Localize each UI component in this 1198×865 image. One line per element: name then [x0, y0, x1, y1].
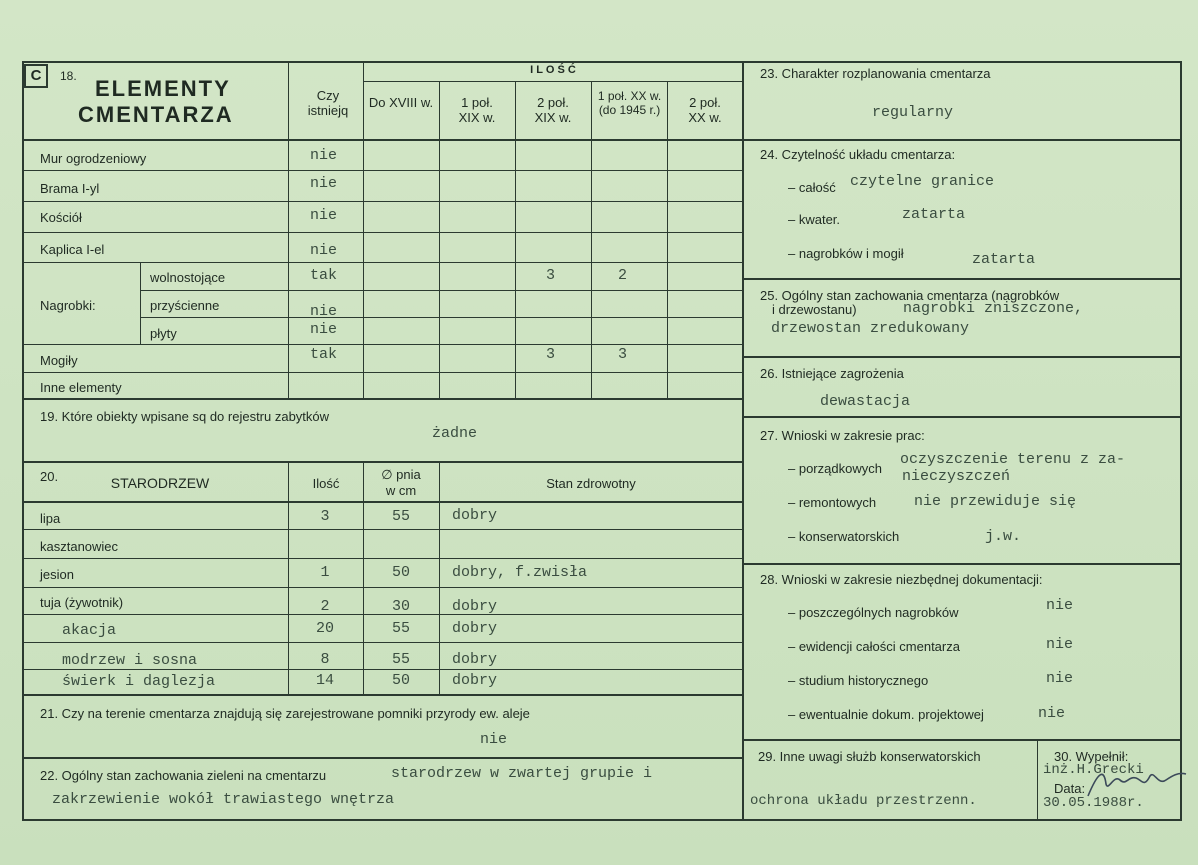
period-header: Do XVIII w.	[368, 95, 434, 110]
field-value: nie	[1046, 636, 1074, 653]
grid	[22, 262, 743, 263]
row-label: Mur ogrodzeniowy	[40, 151, 147, 166]
grid	[363, 61, 364, 399]
tree-name: tuja (żywotnik)	[40, 595, 124, 610]
section-title: CMENTARZA	[78, 102, 234, 127]
tree-diameter: 50	[391, 672, 410, 689]
section-number: 18.	[60, 69, 77, 83]
grid	[22, 501, 743, 503]
grid	[742, 356, 1182, 358]
section-title: STARODRZEW	[110, 475, 210, 491]
grid	[288, 461, 289, 695]
sub-label: – porządkowych	[788, 461, 882, 476]
grid	[22, 139, 743, 141]
field-label: 25. Ogólny stan zachowania cmentarza (nagrobków	[760, 288, 1060, 303]
grid	[363, 461, 364, 695]
grid	[1037, 739, 1038, 821]
period-header: 2 poł. XX w.	[688, 95, 722, 125]
field-label: 26. Istniejące zagrożenia	[760, 366, 904, 381]
field-label: 28. Wnioski w zakresie niezbędnej dokumentacji:	[760, 572, 1043, 587]
row-label: płyty	[150, 326, 177, 341]
tree-name: akacja	[62, 622, 117, 639]
cell-value: nie	[310, 303, 338, 320]
grid	[742, 563, 1182, 565]
field-value: ochrona układu przestrzenn.	[750, 793, 977, 809]
group-label: Nagrobki:	[40, 298, 96, 313]
row-label: Inne elementy	[40, 380, 122, 395]
field-label: 21. Czy na terenie cmentarza znajdują się zarejestrowane pomniki przyrody ew. aleje	[40, 706, 530, 721]
column-header: w cm	[385, 483, 417, 498]
field-value: nagrobki zniszczone,	[903, 300, 1084, 317]
tree-count: 20	[315, 620, 334, 637]
tree-name: modrzew i sosna	[62, 652, 198, 669]
field-value: oczyszczenie terenu z za-	[900, 451, 1126, 468]
row-label: Brama I-yl	[40, 181, 100, 196]
column-header: I L O Ś Ć	[530, 64, 576, 76]
date-value: 30.05.1988r.	[1043, 795, 1144, 811]
column-header: ∅ pnia	[381, 467, 421, 482]
cell-value: nie	[310, 207, 338, 224]
grid	[288, 61, 289, 399]
tree-diameter: 55	[391, 651, 410, 668]
field-value: czytelne granice	[850, 173, 995, 190]
filler-name: inż.H.Grecki	[1043, 762, 1144, 778]
cell-value: tak	[310, 267, 338, 284]
grid	[742, 739, 1182, 741]
grid	[22, 587, 743, 588]
field-value: nie	[1046, 597, 1074, 614]
grid	[742, 278, 1182, 280]
cell-value: nie	[310, 175, 338, 192]
field-label: 30. Wypełnił:	[1054, 749, 1129, 764]
tree-diameter: 55	[391, 508, 410, 525]
column-divider	[742, 61, 744, 821]
row-label: Kaplica I-el	[40, 242, 105, 257]
field-label: i drzewostanu)	[772, 302, 857, 317]
tree-condition: dobry	[452, 598, 498, 615]
field-value: regularny	[872, 104, 954, 121]
row-label: przyścienne	[150, 298, 220, 313]
sub-label: – poszczególnych nagrobków	[788, 605, 959, 620]
grid	[22, 757, 743, 759]
sub-label: – całość	[788, 180, 836, 195]
section-title: ELEMENTY	[95, 76, 231, 101]
frame-right	[1180, 61, 1182, 821]
field-value: nie	[480, 731, 508, 748]
field-value: nieczyszczeń	[902, 468, 1011, 485]
grid	[140, 317, 743, 318]
field-value: drzewostan zredukowany	[771, 320, 970, 337]
sub-label: – kwater.	[788, 212, 841, 227]
grid	[22, 201, 743, 202]
field-label: 22. Ogólny stan zachowania zieleni na cmentarzu	[40, 768, 327, 783]
grid	[742, 139, 1182, 141]
period-header: 1 poł. XIX w.	[458, 95, 496, 125]
signature-image	[1080, 762, 1190, 802]
date-label: Data:	[1054, 781, 1086, 796]
tree-count: 8	[320, 651, 330, 668]
tree-diameter: 30	[391, 598, 410, 615]
sub-label: – ewidencji całości cmentarza	[788, 639, 960, 654]
frame-bottom	[22, 819, 1182, 821]
tree-name: lipa	[40, 511, 61, 526]
section-number: 20.	[40, 469, 59, 484]
sub-label: – remontowych	[788, 495, 877, 510]
cell-value: nie	[310, 321, 338, 338]
tree-condition: dobry	[452, 507, 498, 524]
column-header: Ilość	[312, 476, 340, 491]
grid	[591, 82, 592, 399]
grid	[22, 372, 743, 373]
grid	[22, 170, 743, 171]
column-header: Stan zdrowotny	[546, 476, 636, 491]
tree-condition: dobry	[452, 620, 498, 637]
tree-condition: dobry	[452, 672, 498, 689]
field-label: 24. Czytelność układu cmentarza:	[760, 147, 956, 162]
tree-count: 14	[315, 672, 334, 689]
grid	[515, 82, 516, 399]
frame-left	[22, 61, 24, 821]
grid	[667, 82, 668, 399]
sub-label: – konserwatorskich	[788, 529, 900, 544]
tree-count: 2	[320, 598, 330, 615]
grid	[363, 81, 743, 82]
card-type-box: C	[24, 64, 48, 88]
field-value: nie przewiduje się	[914, 493, 1077, 510]
period-header: 1 poł. XX w. (do 1945 r.)	[597, 89, 662, 117]
tree-diameter: 55	[391, 620, 410, 637]
period-header: 2 poł. XIX w.	[534, 95, 572, 125]
sub-label: – nagrobków i mogił	[788, 246, 904, 261]
field-label: 23. Charakter rozplanowania cmentarza	[760, 66, 991, 81]
grid	[742, 416, 1182, 418]
field-value: starodrzew w zwartej grupie i	[391, 765, 653, 782]
field-value: zatarta	[972, 251, 1036, 268]
row-label: Mogiły	[40, 353, 78, 368]
grid	[22, 344, 743, 345]
grid	[22, 232, 743, 233]
grid	[140, 262, 141, 344]
cell-value: 3	[618, 346, 628, 363]
row-label: Kościół	[40, 210, 82, 225]
cell-value: 3	[546, 267, 556, 284]
field-value: j.w.	[985, 528, 1022, 545]
cell-value: nie	[310, 242, 338, 259]
grid	[22, 669, 743, 670]
field-value: zatarta	[902, 206, 966, 223]
tree-name: świerk i daglezja	[62, 673, 216, 690]
grid	[439, 82, 440, 399]
grid	[22, 642, 743, 643]
tree-name: jesion	[40, 567, 74, 582]
tree-count: 3	[320, 508, 330, 525]
field-value: dewastacja	[820, 393, 911, 410]
field-value: żadne	[432, 425, 478, 442]
sub-label: – ewentualnie dokum. projektowej	[788, 707, 984, 722]
grid	[22, 398, 743, 400]
field-value: zakrzewienie wokół trawiastego wnętrza	[52, 791, 395, 808]
tree-condition: dobry, f.zwisła	[452, 564, 588, 581]
tree-name: kasztanowiec	[40, 539, 119, 554]
field-label: 27. Wnioski w zakresie prac:	[760, 428, 925, 443]
grid	[22, 461, 743, 463]
column-header: Czy istniejq	[307, 88, 349, 118]
field-value: nie	[1046, 670, 1074, 687]
tree-condition: dobry	[452, 651, 498, 668]
grid	[439, 461, 440, 695]
grid	[22, 558, 743, 559]
grid	[22, 694, 743, 696]
grid	[140, 290, 743, 291]
tree-count: 1	[320, 564, 330, 581]
row-label: wolnostojące	[150, 270, 226, 285]
field-label: 19. Które obiekty wpisane sq do rejestru zabytków	[40, 409, 330, 424]
grid	[22, 529, 743, 530]
tree-diameter: 50	[391, 564, 410, 581]
field-value: nie	[1038, 705, 1066, 722]
cell-value: 3	[546, 346, 556, 363]
cell-value: nie	[310, 147, 338, 164]
sub-label: – studium historycznego	[788, 673, 929, 688]
cell-value: tak	[310, 346, 338, 363]
cell-value: 2	[618, 267, 628, 284]
field-label: 29. Inne uwagi służb konserwatorskich	[758, 749, 981, 764]
